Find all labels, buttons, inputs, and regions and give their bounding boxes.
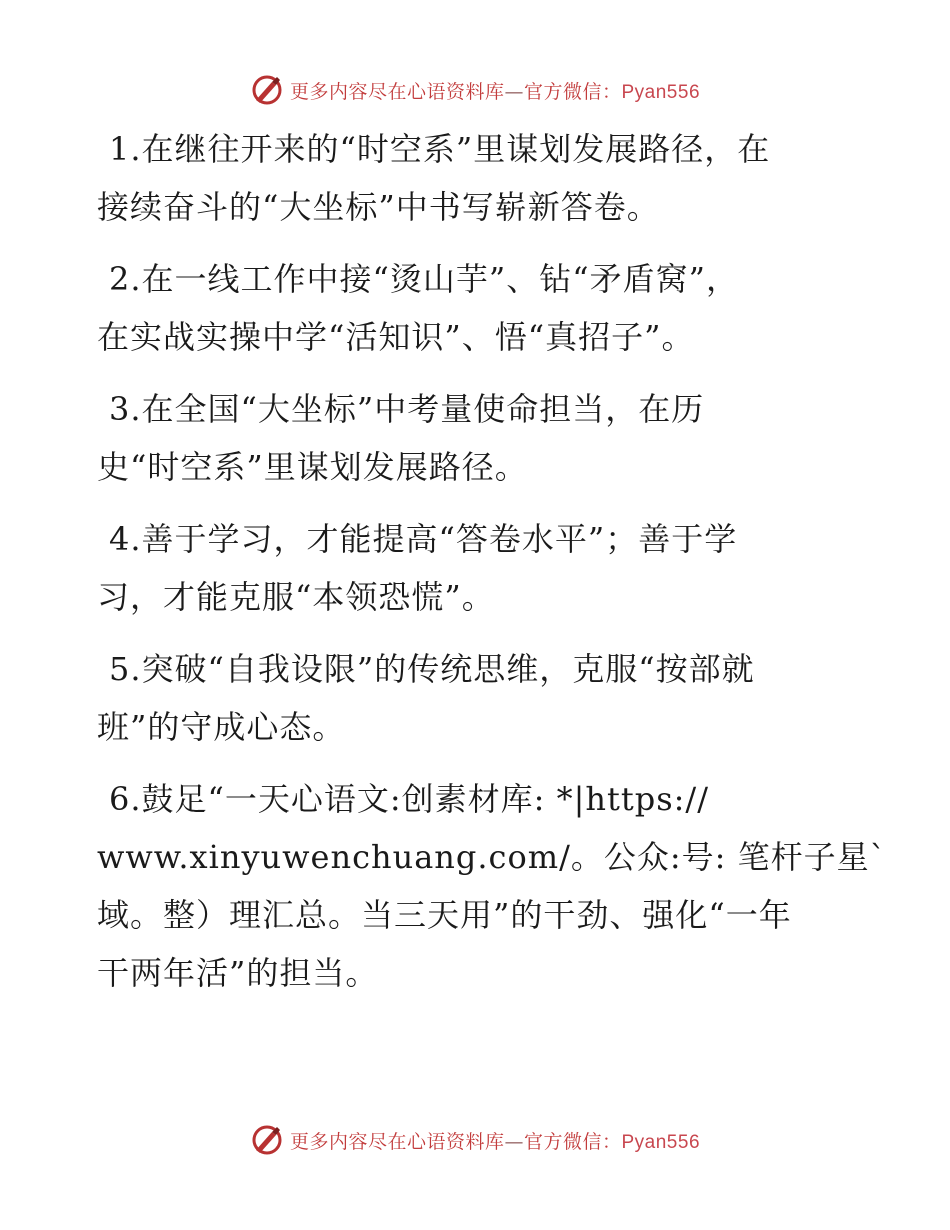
item-6-line-3: 域。整）理汇总。当三天用”的干劲、强化“一年: [97, 896, 792, 934]
banner-main-text: 更多内容尽在心语资料库: [289, 1130, 505, 1153]
item-5-line-1: 5.突破“自我设限”的传统思维，克服“按部就: [109, 650, 755, 688]
banner-text: [290, 77, 700, 104]
item-6-line-1: 6.鼓足“一天心语文:创素材库: *|https://: [109, 780, 709, 818]
list-item: [97, 640, 857, 756]
pen-logo-icon: [250, 1123, 284, 1157]
list-item: [97, 770, 887, 1002]
banner-handle: Pyan556: [621, 1131, 701, 1153]
list-item: [97, 120, 857, 236]
item-6-line-4: 干两年活”的担当。: [97, 954, 379, 992]
banner-dash: —: [504, 80, 524, 103]
document-body: [97, 120, 887, 1002]
banner-official-label: 官方微信：: [523, 80, 622, 103]
banner-handle: Pyan556: [621, 81, 701, 103]
item-2-line-1: 2.在一线工作中接“烫山芋”、钻“矛盾窝”，: [109, 260, 739, 298]
item-2-line-2: 在实战实操中学“活知识”、悟“真招子”。: [97, 318, 695, 356]
banner-text: [290, 1127, 700, 1154]
list-item: [97, 510, 857, 626]
item-1-line-1: 1.在继往开来的“时空系”里谋划发展路径，在: [109, 130, 771, 168]
footer-watermark-banner: [0, 1120, 950, 1160]
banner-main-text: 更多内容尽在心语资料库: [289, 80, 505, 103]
item-3-line-1: 3.在全国“大坐标”中考量使命担当，在历: [109, 390, 705, 428]
item-6-line-2: www.xinyuwenchuang.com/。公众:号: 笔杆子星`: [97, 838, 887, 876]
item-4-line-1: 4.善于学习，才能提高“答卷水平”；善于学: [109, 520, 738, 558]
list-item: [97, 250, 857, 366]
item-1-line-2: 接续奋斗的“大坐标”中书写崭新答卷。: [97, 188, 660, 226]
list-item: [97, 380, 857, 496]
banner-official-label: 官方微信：: [523, 1130, 622, 1153]
item-3-line-2: 史“时空系”里谋划发展路径。: [97, 448, 528, 486]
header-watermark-banner: [0, 70, 950, 110]
banner-dash: —: [504, 1130, 524, 1153]
pen-logo-icon: [250, 73, 284, 107]
item-5-line-2: 班”的守成心态。: [97, 708, 346, 746]
item-4-line-2: 习，才能克服“本领恐慌”。: [97, 578, 495, 616]
